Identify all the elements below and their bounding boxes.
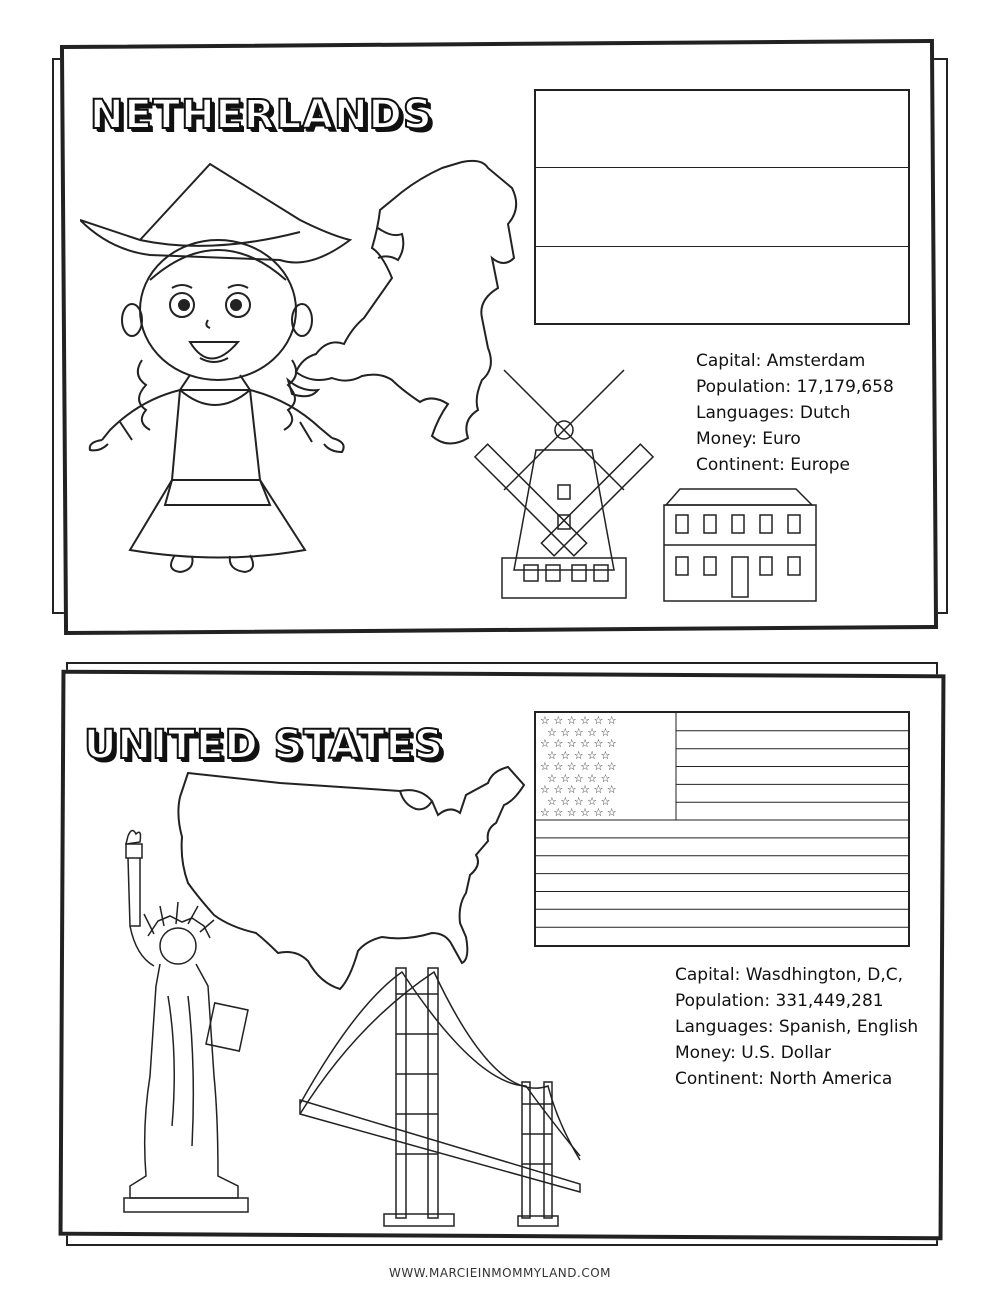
flag-star-field: ☆☆☆☆☆☆ ☆☆☆☆☆ ☆☆☆☆☆☆ ☆☆☆☆☆ ☆☆☆☆☆☆ ☆☆☆☆☆ ☆☆☆☆☆☆ ☆☆☆☆☆ ☆☆☆☆☆☆ (540, 715, 621, 819)
netherlands-facts (696, 348, 894, 478)
flag-stripe (536, 246, 908, 247)
fact-languages: Languages: Spanish, English (675, 1017, 919, 1037)
united-states-flag (534, 711, 910, 947)
fact-money: Money: U.S. Dollar (675, 1043, 832, 1063)
footer-website: WWW.MARCIEINMOMMYLAND.COM (388, 1266, 612, 1280)
fact-population: Population: 331,449,281 (675, 991, 884, 1011)
fact-continent: Continent: North America (675, 1069, 893, 1089)
fact-capital: Capital: Wasdhington, D,C, (675, 965, 904, 985)
fact-capital: Capital: Amsterdam (696, 351, 866, 371)
dutch-house-illustration (660, 485, 820, 603)
fact-money: Money: Euro (696, 429, 801, 449)
flag-stripe (536, 167, 908, 168)
united-states-title: UNITED STATES (84, 722, 444, 768)
windmill-illustration (474, 340, 654, 600)
fact-languages: Languages: Dutch (696, 403, 851, 423)
fact-population: Population: 17,179,658 (696, 377, 894, 397)
netherlands-title: NETHERLANDS (90, 92, 433, 138)
united-states-facts (675, 962, 918, 1092)
netherlands-flag (534, 89, 910, 325)
golden-gate-bridge-illustration (296, 964, 586, 1228)
fact-continent: Continent: Europe (696, 455, 851, 475)
statue-of-liberty-illustration (118, 826, 258, 1216)
